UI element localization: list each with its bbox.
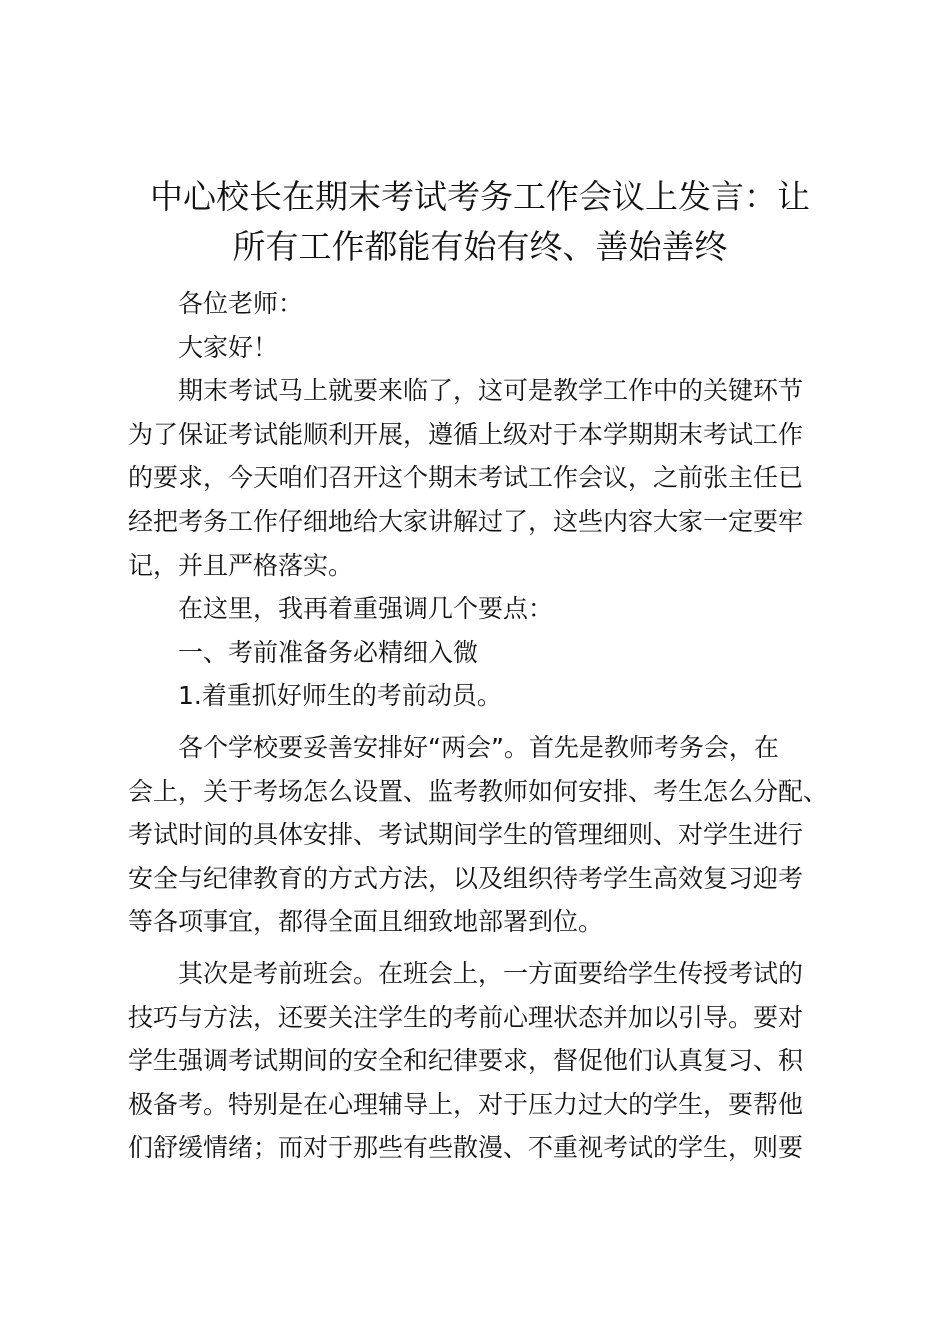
paragraph-line: 期末考试马上就要来临了，这可是教学工作中的关键环节	[178, 376, 804, 406]
document-body	[128, 282, 838, 1170]
title-line-1: 中心校长在期末考试考务工作会议上发言：让	[150, 177, 810, 216]
paragraph-line: 为了保证考试能顺利开展，遵循上级对于本学期期末考试工作	[128, 419, 804, 449]
paragraph-line: 考试时间的具体安排、考试期间学生的管理细则、对学生进行	[128, 820, 804, 850]
section-heading: 一、考前准备务必精细入微	[178, 637, 479, 667]
paragraph-line: 安全与纪律教育的方式方法，以及组织待考学生高效复习迎考	[128, 863, 804, 893]
title-line-2: 所有工作都能有始有终、善始善终	[232, 227, 728, 266]
paragraph-line: 在这里，我再着重强调几个要点：	[178, 594, 554, 624]
paragraph-line: 各个学校要妥善安排好“两会”。首先是教师考务会，在	[178, 732, 779, 762]
salutation: 各位老师：	[178, 289, 304, 318]
paragraph-line: 经把考务工作仔细地给大家讲解过了，这些内容大家一定要牢	[128, 506, 804, 536]
subsection-heading: 1.着重抓好师生的考前动员。	[178, 681, 502, 711]
paragraph-line: 等各项事宜，都得全面且细致地部署到位。	[128, 907, 604, 937]
document-title	[120, 172, 840, 272]
paragraph-line: 学生强调考试期间的安全和纪律要求，督促他们认真复习、积	[128, 1046, 804, 1076]
paragraph-line: 记，并且严格落实。	[128, 550, 354, 580]
paragraph-line: 们舒缓情绪；而对于那些有些散漫、不重视考试的学生，则要	[128, 1133, 804, 1163]
paragraph-line: 的要求，今天咱们召开这个期末考试工作会议，之前张主任已	[128, 463, 804, 493]
greeting: 大家好！	[178, 332, 279, 362]
paragraph-line: 技巧与方法，还要关注学生的考前心理状态并加以引导。要对	[128, 1002, 804, 1032]
paragraph-line: 其次是考前班会。在班会上，一方面要给学生传授考试的	[178, 958, 804, 988]
paragraph-line: 极备考。特别是在心理辅导上，对于压力过大的学生，要帮他	[128, 1089, 804, 1119]
paragraph-line: 会上，关于考场怎么设置、监考教师如何安排、考生怎么分配、	[128, 776, 829, 806]
